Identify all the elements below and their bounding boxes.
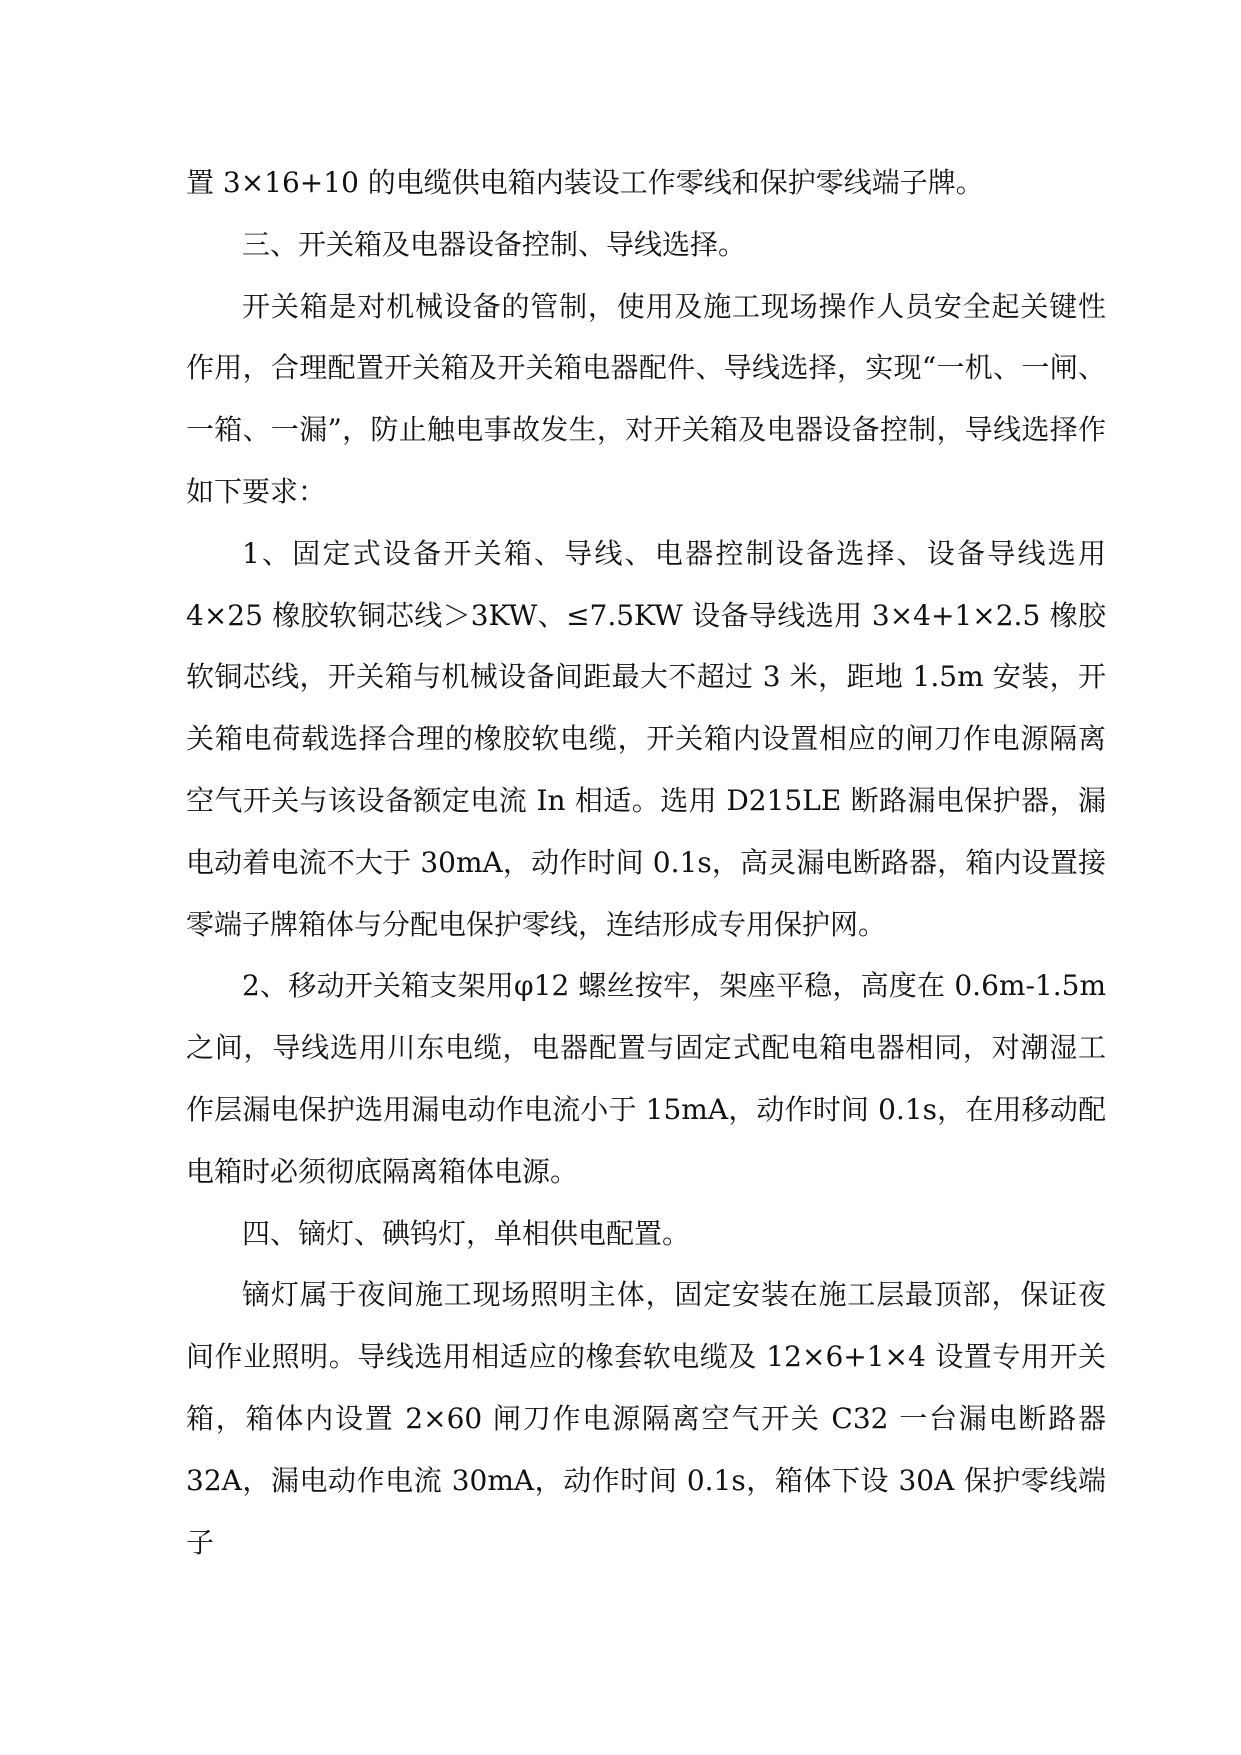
- paragraph-item-1: 1、固定式设备开关箱、导线、电器控制设备选择、设备导线选用 4×25 橡胶软铜芯线＞3KW、≤7.5KW 设备导线选用 3×4+1×2.5 橡胶软铜芯线，开关箱与机械设备间距最大不超过 3 米，距地 1.5m 安装，开关箱电荷载选择合理的橡胶软电缆，开关箱内设置相应的闸刀作电源隔离空气开关与该设备额定电流 In 相适。选用 D215LE 断路漏电保护器，漏电动着电流不大于 30mA，动作时间 0.1s，高灵漏电断路器，箱内设置接零端子牌箱体与分配电保护零线，连结形成专用保护网。: [186, 536, 1106, 941]
- body-text: [186, 152, 1106, 1573]
- section-heading-3: 三、开关箱及电器设备控制、导线选择。: [242, 227, 747, 261]
- paragraph-item-2: 2、移动开关箱支架用φ12 螺丝按牢，架座平稳，高度在 0.6m-1.5m 之间，导线选用川东电缆，电器配置与固定式配电箱电器相同，对潮湿工作层漏电保护选用漏电动作电流小于 15mA，动作时间 0.1s，在用移动配电箱时必须彻底隔离箱体电源。: [186, 969, 1106, 1188]
- paragraph-switchbox-intro: 开关箱是对机械设备的管制，使用及施工现场操作人员安全起关键性作用，合理配置开关箱及开关箱电器配件、导线选择，实现“一机、一闸、一箱、一漏”，防止触电事故发生，对开关箱及电器设备控制，导线选择作如下要求：: [186, 289, 1106, 508]
- paragraph-continuation: 置 3×16+10 的电缆供电箱内装设工作零线和保护零线端子牌。: [186, 166, 984, 199]
- paragraph-lamp-config: 镝灯属于夜间施工现场照明主体，固定安装在施工层最顶部，保证夜间作业照明。导线选用相适应的橡套软电缆及 12×6+1×4 设置专用开关箱，箱体内设置 2×60 闸刀作电源隔离空气开关 C32 一台漏电断路器 32A，漏电动作电流 30mA，动作时间 0.1s，箱体下设 30A 保护零线端子: [186, 1278, 1106, 1559]
- section-heading-4: 四、镝灯、碘钨灯，单相供电配置。: [242, 1216, 691, 1250]
